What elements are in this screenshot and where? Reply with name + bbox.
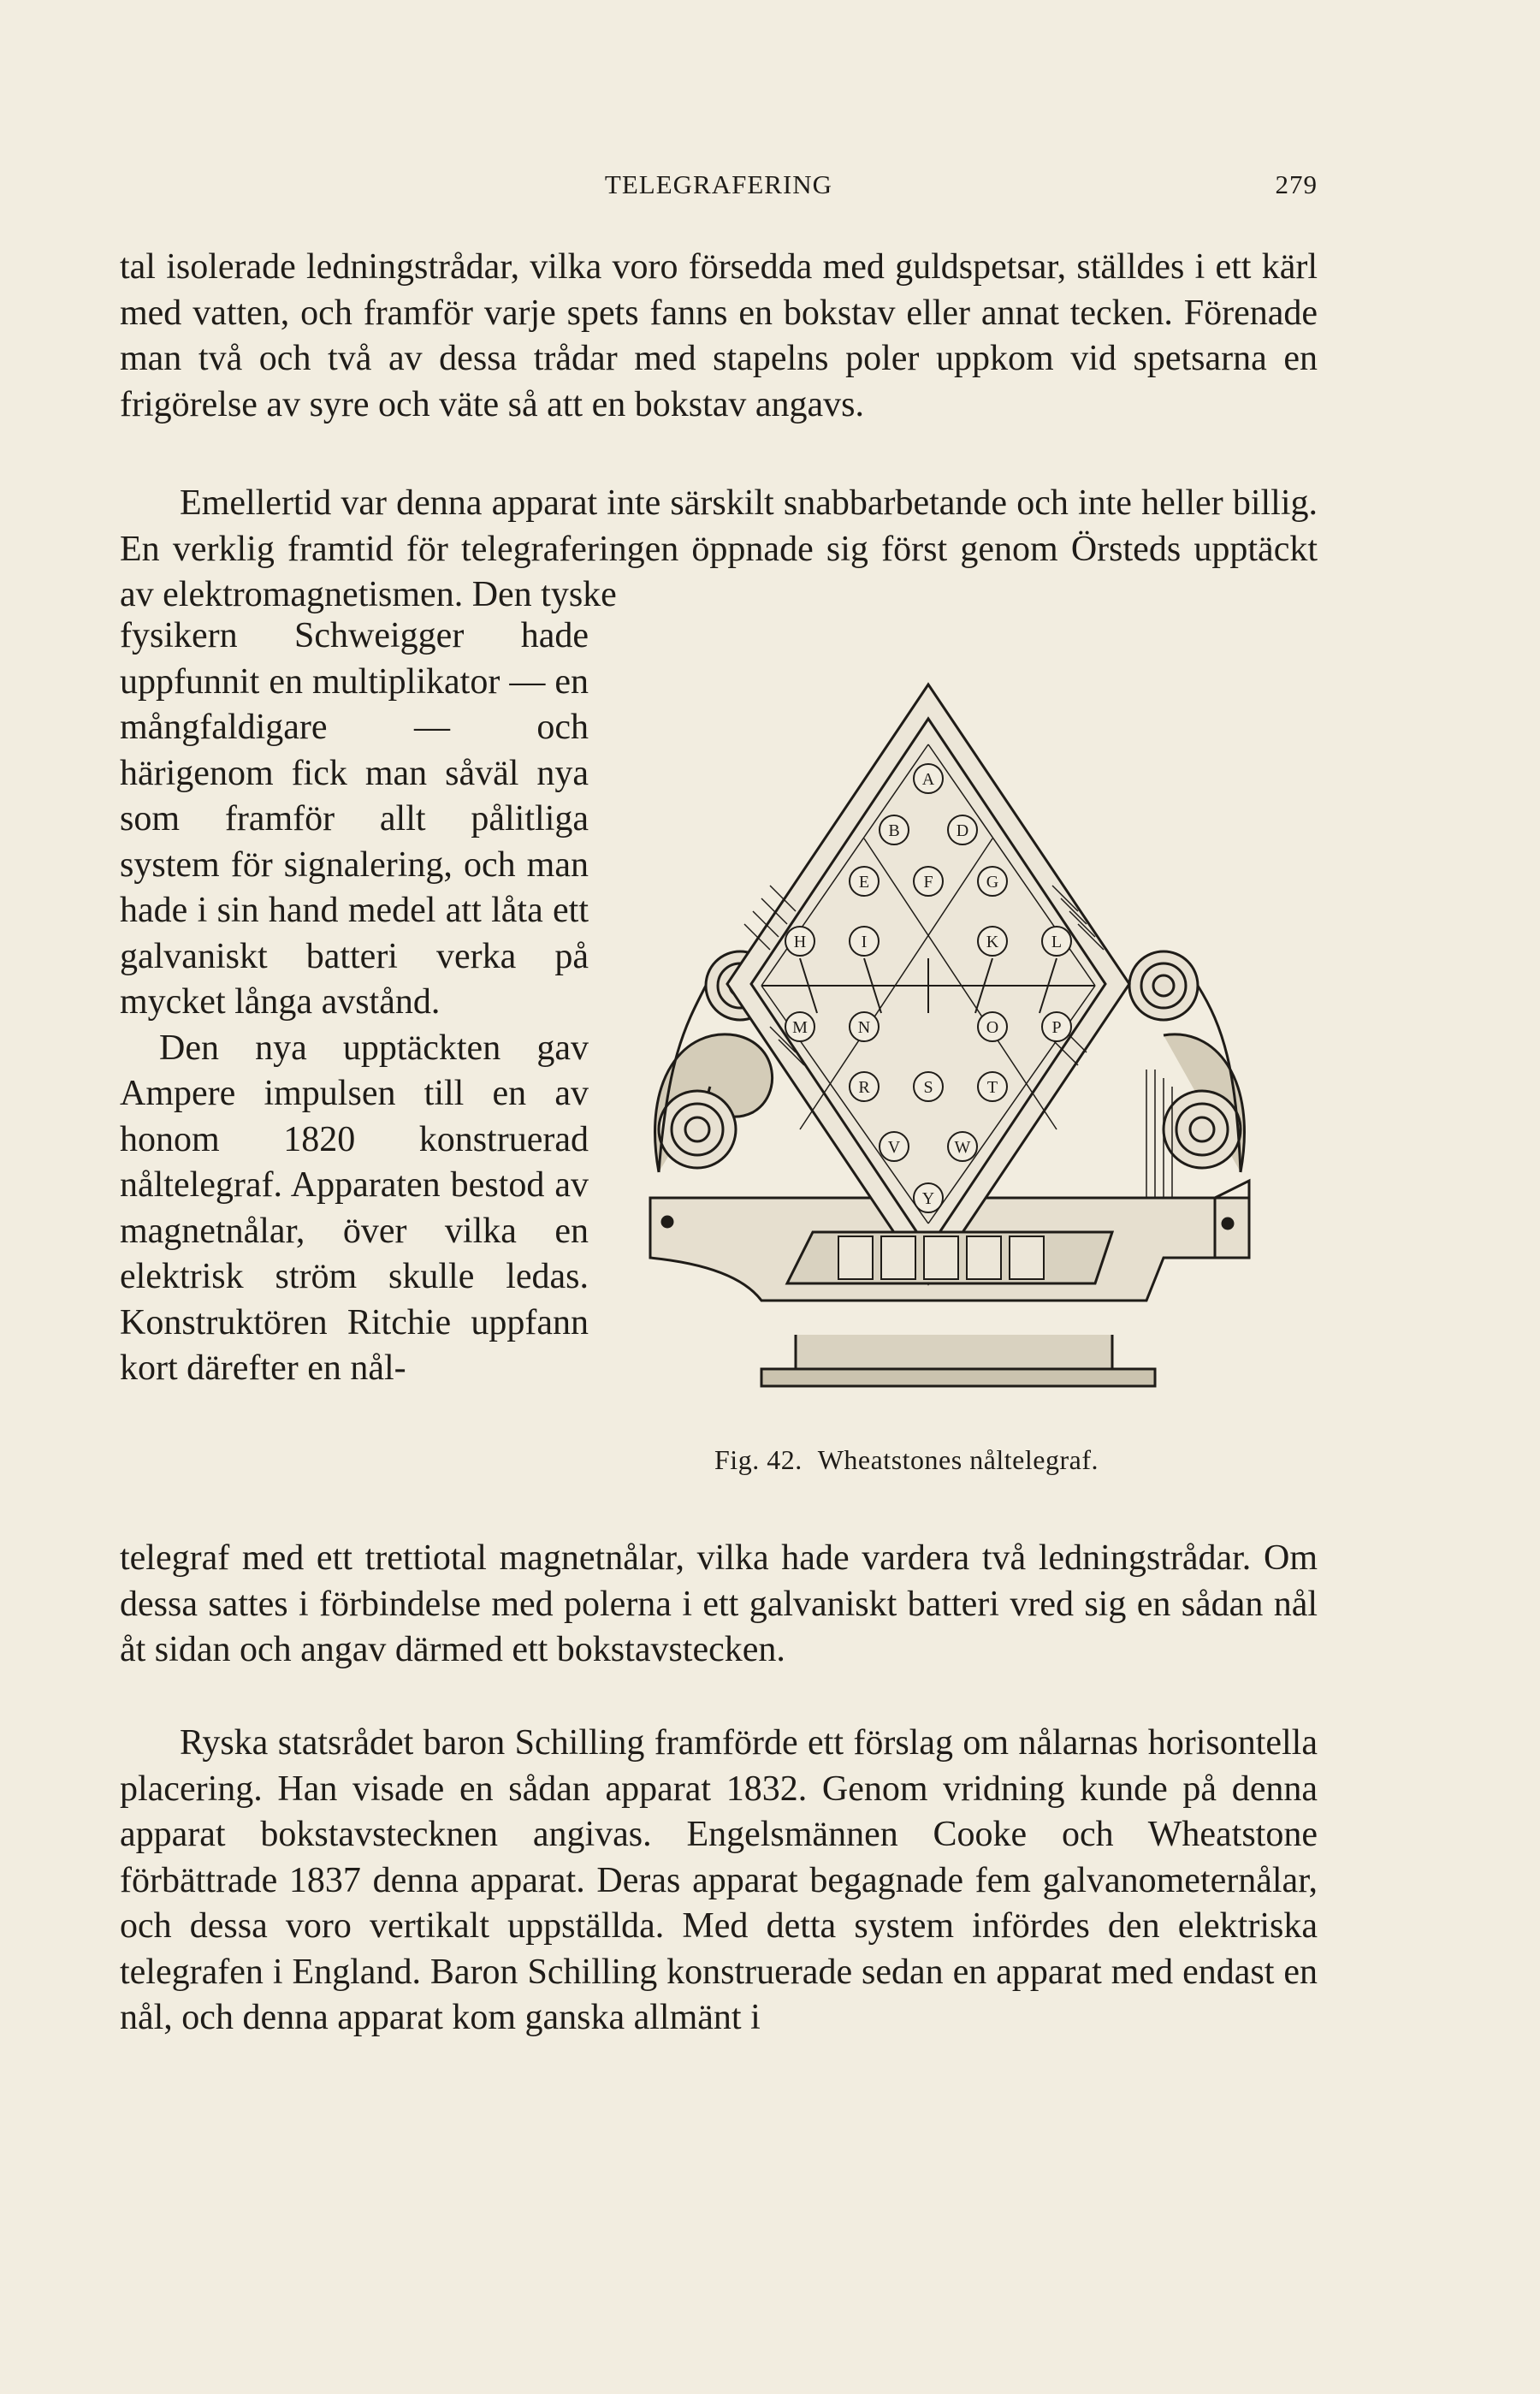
dial-letter: I [861,933,868,951]
dial-letter: A [921,770,935,789]
figure-caption [714,1444,1313,1476]
dial-letter: K [986,933,999,951]
paragraph-1 [120,245,1318,428]
paragraph-3-wrapped [120,1026,589,1392]
paragraph-2 [120,481,1318,619]
dial-letter: O [986,1018,999,1037]
dial-letter: H [793,933,807,951]
dial-letter: M [792,1018,808,1037]
dial-letter: D [956,821,969,840]
figure-42 [633,667,1318,1489]
wrapped-text-column [120,613,589,1392]
pedestal-foot [761,1369,1155,1386]
paragraph-3-text: Den nya upptäckten gav Ampere impulsen till en av honom 1820 konstruerad nåltelegraf. Apparaten bestod av magnetnålar, över vilka en elektrisk ström skulle ledas. Konstruktören Ritchie uppfann kort därefter en nål- [120,1028,589,1388]
dial-letter: B [888,821,900,840]
dial-letter: S [923,1078,933,1097]
figure-number: Fig. 42. [714,1444,803,1475]
dial-letter: Y [921,1189,935,1208]
dial-letter: E [858,873,870,892]
paragraph-3-continued-text: telegraf med ett trettiotal magnetnålar, vilka hade vardera två ledningstrådar. Om dessa sattes i förbindelse med polerna i ett galvaniskt batteri vred sig en sådan nål åt sidan och angav därmed ett bokstavstecken. [120,1538,1318,1669]
dial-letter: G [986,873,999,892]
running-head [120,169,1318,204]
dial-letter: P [1051,1018,1062,1037]
paragraph-2-continued: fysikern Schweigger hade uppfunnit en multiplikator — en mångfaldigare — och härigenom fick man såväl nya som framför allt pålitliga system för signalering, och man hade i sin hand medel att låta ett galvaniskt batteri verka på mycket långa avstånd. [120,616,589,1022]
page-number: 279 [1275,169,1318,199]
figure-caption-text: Wheatstones nåltelegraf. [817,1444,1099,1475]
paragraph-2-text: Emellertid var denna apparat inte särskilt snabbarbetande och inte heller billig. En verklig framtid för telegraferingen öppnade sig först genom Örsteds upptäckt av elektromagnetismen. Den tyske [120,483,1318,614]
dial-letter: N [857,1018,871,1037]
pedestal-base [796,1335,1112,1369]
dial-letter: V [887,1138,901,1157]
paragraph-1-text: tal isolerade ledningstrådar, vilka voro försedda med guldspetsar, ställdes i ett kärl med vatten, och framför varje spets fanns en bokstav eller annat tecken. Förenade man två och två av dessa trådar med stapelns poler uppkom vid spetsarna en frigörelse av syre och väte så att en bokstav angavs. [120,247,1318,424]
paragraph-4-text: Ryska statsrådet baron Schilling framförde ett förslag om nålarnas horisontella placering. Han visade en sådan apparat 1832. Genom vridning kunde på denna apparat bokstavstecknen angivas. Engelsmännen Cooke och Wheatstone förbättrade 1837 denna apparat. Deras apparat begagnade fem galvanometernålar, och dessa voro vertikalt uppställda. Med detta system infördes den elektriska telegrafen i England. Baron Schilling konstruerade sedan en apparat med endast en nål, och denna apparat kom ganska allmänt i [120,1723,1318,2037]
dial-letter: F [923,873,933,892]
dial-letter: L [1051,933,1063,951]
chapter-title: TELEGRAFERING [604,169,833,199]
dial-letter: R [858,1078,870,1097]
dial-letter: T [986,1078,998,1097]
dial-letter: W [954,1138,971,1157]
paragraph-3-continued [120,1536,1318,1674]
wheatstone-telegraph-illustration [633,667,1318,1489]
paragraph-4 [120,1721,1318,2041]
